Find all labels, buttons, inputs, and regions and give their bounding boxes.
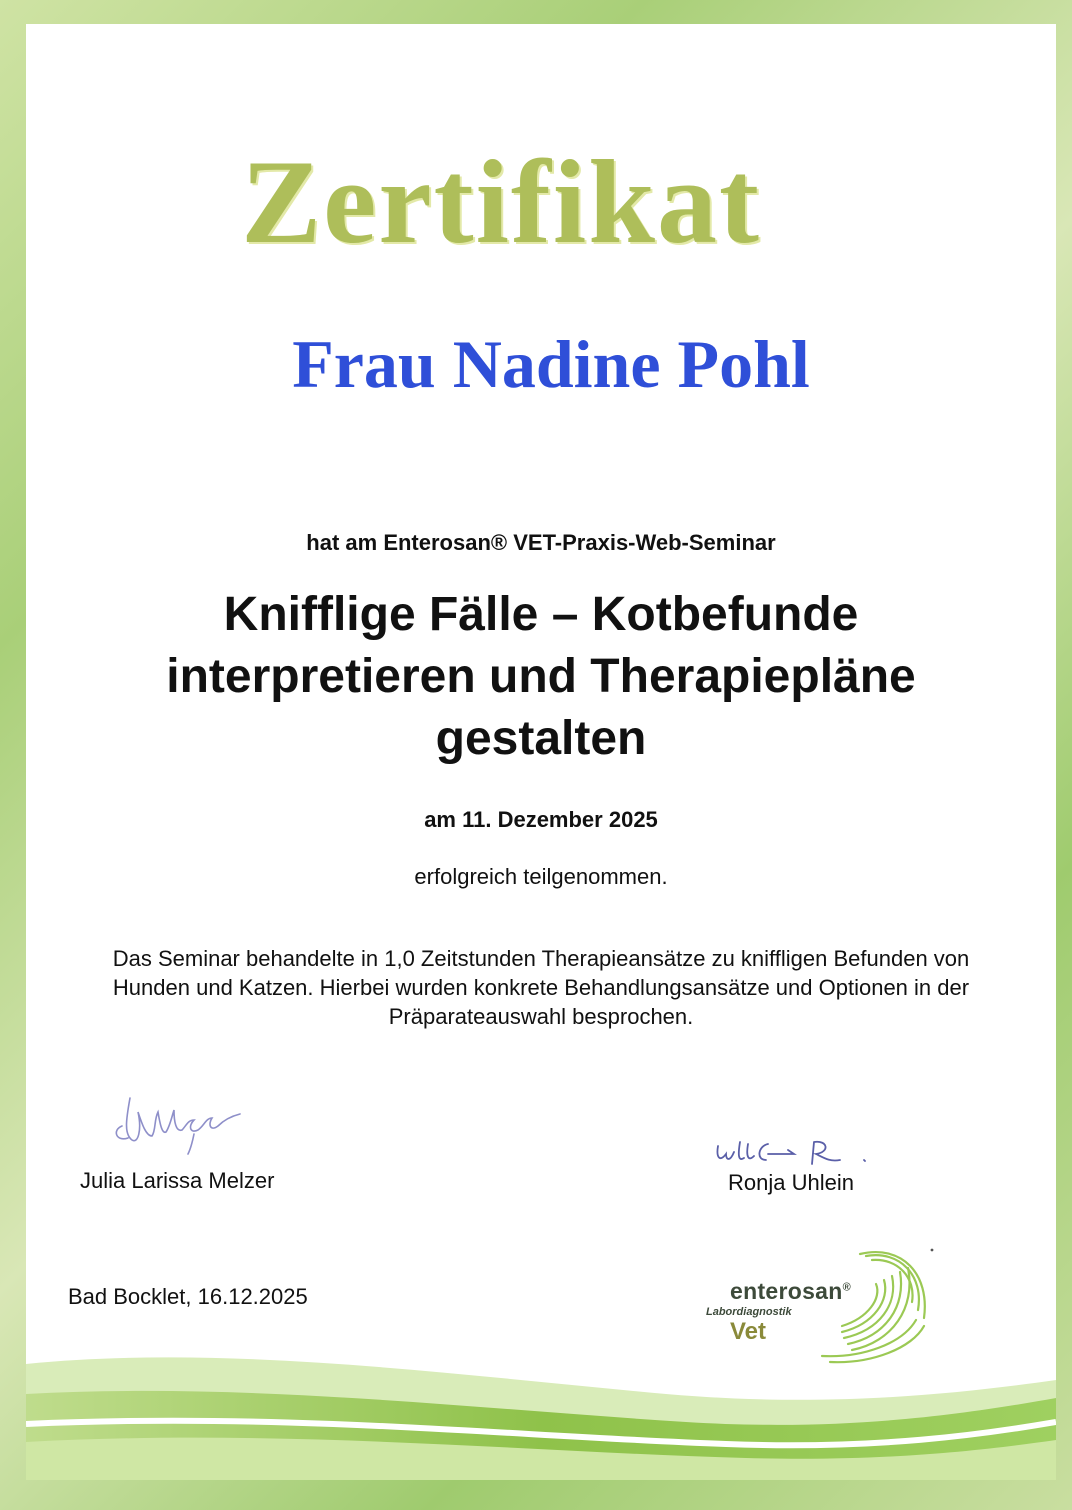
description-line: Hunden und Katzen. Hierbei wurden konkrete Behandlungsansätze und Optionen in der bbox=[112, 975, 970, 1000]
certificate-title: Zertifikat bbox=[241, 135, 761, 268]
description-line: Präparateauswahl besprochen. bbox=[388, 1004, 694, 1029]
seminar-title-line: interpretieren und Therapiepläne bbox=[166, 650, 916, 703]
recipient-name: Frau Nadine Pohl bbox=[292, 326, 810, 402]
logo-registered-mark: ® bbox=[842, 1281, 852, 1294]
signatory-name-left: Julia Larissa Melzer bbox=[80, 1168, 275, 1193]
decorative-wave bbox=[26, 1324, 1056, 1480]
signatory-name-right: Ronja Uhlein bbox=[728, 1170, 854, 1195]
logo-subtitle: Labordiagnostik bbox=[706, 1306, 792, 1318]
place-and-date: Bad Bocklet, 16.12.2025 bbox=[68, 1284, 308, 1309]
signature-uhlein-image bbox=[712, 1134, 882, 1174]
seminar-title bbox=[66, 584, 1016, 770]
seminar-description bbox=[54, 944, 1028, 1031]
description-line: Das Seminar behandelte in 1,0 Zeitstunden Therapieansätze zu kniffligen Befunden von bbox=[112, 946, 970, 971]
signature-melzer-image bbox=[108, 1090, 248, 1160]
logo-brand-text: enterosan bbox=[730, 1278, 843, 1304]
logo-brand bbox=[730, 1278, 851, 1305]
success-text: erfolgreich teilgenommen. bbox=[414, 864, 668, 889]
intro-text: hat am Enterosan® VET-Praxis-Web-Seminar bbox=[306, 530, 776, 555]
logo-vet: Vet bbox=[730, 1318, 767, 1345]
certificate-sheet bbox=[26, 24, 1056, 1480]
seminar-date: am 11. Dezember 2025 bbox=[424, 807, 658, 832]
seminar-title-line: Knifflige Fälle – Kotbefunde bbox=[223, 588, 859, 641]
seminar-title-line: gestalten bbox=[435, 712, 647, 765]
